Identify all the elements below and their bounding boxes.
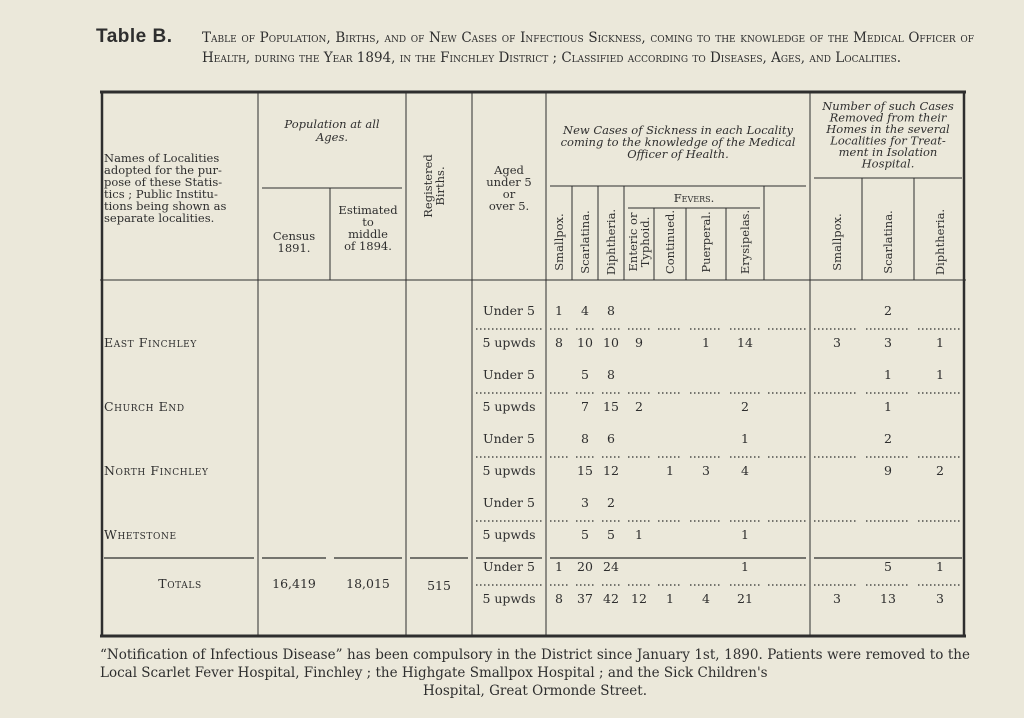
localities-header: pose of these Statis-	[104, 175, 223, 189]
locality-name: Church End	[104, 399, 185, 414]
census-header: Census	[272, 229, 316, 243]
aged-header: over 5.	[488, 199, 530, 213]
locality-row-5upwds-value: 5	[581, 527, 589, 542]
removed-header: ment in Isolation	[838, 145, 938, 159]
locality-row-under5-value: 8	[581, 431, 589, 446]
locality-row-under5-value: 8	[607, 367, 615, 382]
locality-row-5upwds-value: 1	[635, 527, 643, 542]
col-enteric-header: Typhoid.	[638, 216, 652, 268]
locality-row-5upwds-value: 14	[737, 335, 753, 350]
totals-row-5upwds-value: 37	[577, 591, 593, 606]
footnote	[100, 646, 970, 700]
footnote-text-end: Hospital, Great Ormonde Street.	[422, 683, 648, 699]
table-label: Table B.	[96, 26, 173, 47]
aged-header: under 5	[486, 175, 532, 189]
removed-header: Homes in the several	[826, 122, 950, 136]
locality-row-5upwds-value: 15	[603, 399, 619, 414]
col-continued-header: Continued.	[663, 209, 677, 275]
locality-row-5upwds-value: 8	[555, 335, 563, 350]
locality-row-under5-value: 8	[607, 303, 615, 318]
locality-row-5upwds-value: 12	[603, 463, 619, 478]
locality-row-5upwds-value: 3	[884, 335, 892, 350]
census-header: 1891.	[277, 241, 311, 255]
removed-header: Localities for Treat-	[830, 133, 946, 148]
totals-row-under5-value: 5	[884, 559, 892, 574]
locality-row-under5-value: 3	[581, 495, 589, 510]
estimated-header: Estimated	[338, 203, 398, 217]
locality-row-under5-value: 1	[936, 367, 944, 382]
totals-row-5upwds-value: 1	[666, 591, 674, 606]
locality-row-5upwds-age-label: 5 upwds	[482, 335, 536, 350]
col-removed-diphtheria-header: Diphtheria.	[933, 208, 947, 276]
locality-row-under5-age-label: Under 5	[483, 367, 535, 382]
removed-header: Hospital.	[861, 156, 915, 171]
table-caption: Table of Population, Births, and of New Cases of Infectious Sickness, coming to the knowledge of the Medical Officer of Health, during the Year 1894, in the Finchley District ; Classified according to Diseases, Ages, and Localities.	[202, 30, 974, 66]
locality-row-5upwds-value: 15	[577, 463, 593, 478]
locality-row-5upwds-value: 2	[936, 463, 944, 478]
totals-row-5upwds-value: 13	[880, 591, 896, 606]
totals-row-under5-value: 1	[555, 559, 563, 574]
totals-row-under5-value: 24	[603, 559, 619, 574]
locality-name: East Finchley	[104, 335, 197, 350]
localities-header: Names of Localities	[104, 151, 220, 165]
col-scarlatina-header: Scarlatina.	[578, 210, 592, 274]
estimated-header: to	[362, 215, 374, 229]
footnote-text: “Notification of Infectious Disease” has been compulsory in the District since January 1st, 1890. Patients were removed to the Local Scarlet Fever Hospital, Finchley ; the Highgate Smallpox Hospital ; and the Sick Children's	[100, 647, 970, 681]
col-smallpox-header: Smallpox.	[552, 213, 566, 271]
locality-row-5upwds-value: 9	[884, 463, 892, 478]
locality-row-5upwds-value: 1	[936, 335, 944, 350]
locality-row-5upwds-value: 3	[833, 335, 841, 350]
locality-row-5upwds-value: 5	[607, 527, 615, 542]
statistics-table	[100, 90, 968, 638]
locality-row-5upwds-value: 2	[741, 399, 749, 414]
locality-row-under5-age-label: Under 5	[483, 495, 535, 510]
locality-row-under5-value: 2	[884, 431, 892, 446]
locality-row-under5-value: 2	[884, 303, 892, 318]
totals-estimated-value: 18,015	[346, 576, 390, 591]
localities-header: adopted for the pur-	[104, 163, 222, 177]
locality-row-5upwds-value: 1	[702, 335, 710, 350]
locality-row-5upwds-age-label: 5 upwds	[482, 463, 536, 478]
locality-row-5upwds-value: 1	[884, 399, 892, 414]
totals-row-5upwds-value: 12	[631, 591, 647, 606]
locality-name: Whetstone	[104, 527, 177, 542]
locality-row-under5-age-label: Under 5	[483, 431, 535, 446]
localities-header: tions being shown as	[104, 199, 227, 213]
col-removed-scarlatina-header: Scarlatina.	[881, 210, 895, 274]
fevers-header: Fevers.	[673, 191, 715, 205]
locality-row-5upwds-value: 2	[635, 399, 643, 414]
locality-row-5upwds-value: 4	[741, 463, 749, 478]
locality-row-5upwds-value: 1	[666, 463, 674, 478]
locality-row-5upwds-value: 3	[702, 463, 710, 478]
locality-row-under5-value: 1	[884, 367, 892, 382]
locality-row-5upwds-value: 7	[581, 399, 589, 414]
col-enteric-header: Enteric or	[626, 212, 640, 272]
estimated-header: middle	[348, 227, 388, 241]
locality-row-under5-value: 2	[607, 495, 615, 510]
population-header: Population at all	[284, 117, 380, 131]
births-header: Births.	[433, 166, 447, 206]
totals-row-under5-value: 20	[577, 559, 593, 574]
table-svg	[100, 90, 968, 638]
totals-row-under5-age-label: Under 5	[483, 559, 535, 574]
totals-row-under5-value: 1	[936, 559, 944, 574]
col-puerperal-header: Puerperal.	[699, 211, 713, 273]
col-erysipelas-header: Erysipelas.	[738, 209, 752, 275]
new-cases-header: Officer of Health.	[627, 147, 729, 161]
col-diphtheria-header: Diphtheria.	[604, 208, 618, 276]
aged-header: Aged	[494, 163, 524, 177]
births-header: Registered	[421, 154, 435, 218]
locality-row-5upwds-value: 1	[741, 527, 749, 542]
localities-header: separate localities.	[104, 211, 215, 225]
totals-row-under5-value: 1	[741, 559, 749, 574]
locality-row-under5-value: 1	[555, 303, 563, 318]
population-header: Ages.	[315, 130, 349, 144]
locality-row-5upwds-age-label: 5 upwds	[482, 399, 536, 414]
totals-row-5upwds-value: 3	[833, 591, 841, 606]
totals-row-5upwds-value: 8	[555, 591, 563, 606]
locality-row-5upwds-age-label: 5 upwds	[482, 527, 536, 542]
new-cases-header: coming to the knowledge of the Medical	[560, 135, 796, 149]
localities-header: tics ; Public Institu-	[104, 187, 218, 201]
totals-row-5upwds-age-label: 5 upwds	[482, 591, 536, 606]
locality-row-5upwds-value: 9	[635, 335, 643, 350]
locality-name: North Finchley	[104, 463, 209, 478]
locality-row-under5-value: 5	[581, 367, 589, 382]
totals-row-5upwds-value: 3	[936, 591, 944, 606]
locality-row-under5-value: 6	[607, 431, 615, 446]
aged-header: or	[502, 187, 516, 201]
locality-row-5upwds-value: 10	[577, 335, 593, 350]
totals-label: Totals	[158, 576, 202, 591]
locality-row-under5-value: 1	[741, 431, 749, 446]
totals-census-value: 16,419	[272, 576, 316, 591]
totals-births-value: 515	[427, 578, 451, 593]
totals-row-5upwds-value: 42	[603, 591, 619, 606]
locality-row-5upwds-value: 10	[603, 335, 619, 350]
removed-header: Removed from their	[829, 110, 947, 125]
removed-header: Number of such Cases	[822, 99, 954, 113]
estimated-header: of 1894.	[344, 239, 392, 253]
new-cases-header: New Cases of Sickness in each Locality	[563, 123, 793, 137]
totals-row-5upwds-value: 4	[702, 591, 710, 606]
locality-row-under5-age-label: Under 5	[483, 303, 535, 318]
totals-row-5upwds-value: 21	[737, 591, 753, 606]
col-removed-smallpox-header: Smallpox.	[830, 213, 844, 271]
locality-row-under5-value: 4	[581, 303, 589, 318]
